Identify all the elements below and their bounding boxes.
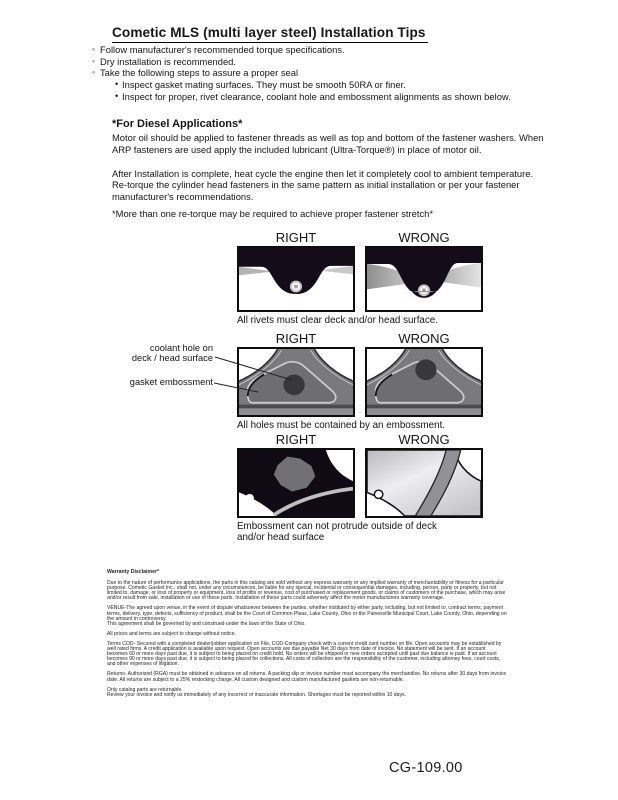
list-item — [92, 44, 562, 56]
legal-paragraph: This agreement shall be governed by and construed under the laws of the State of Ohio. — [107, 620, 306, 627]
legal-paragraph: Review your invoice and notify us immediately of any incorrect or inaccurate information. Shortages must be reported within 10 days. — [107, 691, 406, 698]
legal-paragraph: Terms COD- Secured with a completed dealer/jobber application on File, COD-Company check with a current credit card number on file. Open accounts may be established by well rated firms. A credit application is available upon request. Open accounts are due payable Net 30 days from date of invoice. No statement will be sent. If an account becomes 60 or more days past due, it is subject to being placed on credit hold. No orders will be shipped or new orders accepted until past due balance is paid. If an account becomes 90 or more days past due, it is subject to being placed for collections. All costs of collection are the responsibility of the customer, including attorney fees, court costs, and other expenses of litigation. — [107, 640, 502, 668]
page-title: Cometic MLS (multi layer steel) Installation Tips — [112, 25, 428, 43]
bullet-icon: ◦ — [92, 44, 96, 54]
hole-wrong-drawing — [367, 349, 481, 415]
rivet-right-drawing — [239, 248, 353, 310]
list-item — [92, 91, 562, 103]
legal-paragraph: Due to the nature of performance applications, the parts in this catalog are sold without any express warranty or any implied warranty of merchantability or fitness for a particular purpose. Cometic Gasket Inc., shall not, under any circumstances, be liable for any special, incidental or consequential damages, including, person, party or property, but not limited to, damage, or loss of property or equipment, loss of profits or revenue, cost of purchased or replacement goods, or claims of customers of the purchase, which may arise and/or result from sale, installation or use of these parts. Installation of these parts could adversely affect the motor manufacturers warranty coverage. — [107, 580, 506, 602]
rivet-right-diagram — [237, 246, 355, 312]
right-label: RIGHT — [275, 331, 317, 346]
wrong-label: WRONG — [398, 230, 450, 245]
list-item-text: Dry installation is recommended. — [100, 55, 236, 67]
paragraph: Motor oil should be applied to fastener threads as well as top and bottom of the fastener washers. When ARP fasteners are used apply the included lubricant (Ultra-Torque®) in place of motor oil. — [112, 132, 544, 155]
figure-rivet-clearance — [237, 231, 483, 327]
protrusion-wrong-diagram — [365, 448, 483, 518]
callout-text: deck / head surface — [131, 352, 213, 363]
list-item — [92, 56, 562, 68]
bullet-icon: ◦ — [92, 55, 96, 66]
list-item-text: Inspect for proper, rivet clearance, coolant hole and embossment alignments as shown below. — [122, 90, 511, 102]
warranty-disclaimer-heading: Warranty Disclaimer* — [107, 569, 159, 575]
gasket-embossment-callout — [105, 378, 213, 388]
legal-paragraph: All prices and terms are subject to change without notice. — [107, 630, 236, 637]
legal-paragraph: Only catalog parts are returnable. — [107, 686, 183, 693]
rivet-wrong-diagram — [365, 246, 483, 312]
legal-section — [107, 570, 507, 703]
protrusion-wrong-drawing — [367, 450, 481, 516]
protrusion-right-diagram — [237, 448, 355, 518]
list-item-text: Follow manufacturer's recommended torque specifications. — [100, 44, 345, 55]
bullet-icon: ◦ — [92, 67, 96, 78]
hole-right-drawing — [239, 349, 353, 415]
installation-tips-list — [92, 44, 562, 103]
rivet-wrong-drawing — [367, 248, 481, 310]
wrong-label: WRONG — [398, 331, 450, 346]
figure-embossment-protrusion — [237, 433, 483, 543]
section-heading: *For Diesel Applications* — [112, 118, 243, 130]
retorque-note: *More than one re-torque may be required to achieve proper fastener stretch* — [112, 207, 434, 219]
callout-text: gasket embossment — [129, 377, 213, 387]
hole-wrong-diagram — [365, 347, 483, 417]
right-label: RIGHT — [275, 230, 317, 245]
hole-right-diagram — [237, 347, 355, 417]
page-number: CG-109.00 — [389, 760, 463, 776]
right-label: RIGHT — [275, 432, 317, 447]
diesel-applications-section — [112, 118, 548, 220]
figure-hole-embossment — [237, 332, 483, 432]
callout-text: coolant hole on — [149, 343, 213, 353]
figure-caption: Embossment can not protrude outside of deck and/or head surface — [237, 521, 437, 543]
figure-caption: All holes must be contained by an embossment. — [237, 420, 446, 431]
protrusion-right-drawing — [239, 450, 353, 516]
paragraph: After Installation is complete, heat cycle the engine then let it completely cool to ambient temperature. Re-torque the cylinder head fasteners in the same pattern as initial installation or per your fastener manufacturer's recommendations. — [112, 167, 534, 203]
legal-paragraph: Returns- Authorized (RGA) must be obtained in advance on all returns. A packing slip or invoice number must accompany the merchandise. No returns after 30 days from invoice date. All returns are subject to a 25% restocking charge. All custom designed and custom manufactured gaskets are non-returnable. — [107, 671, 507, 683]
list-item — [92, 79, 562, 91]
legal-paragraph: VENUE-The agreed upon venue, in the event of dispute whatsoever between the parties, whether instituted by either party, including, but not limited to, contract terms, payment terms, delivery, type, defects, sufficiency of product, shall be the Court of Common Pleas, Lake County, Ohio or the Painesville Municipal Court, Lake County, Ohio, depending on the amount in controversy. — [107, 605, 507, 622]
wrong-label: WRONG — [398, 432, 450, 447]
list-item-text: Take the following steps to assure a proper seal — [100, 67, 299, 79]
figure-caption: All rivets must clear deck and/or head surface. — [237, 315, 438, 326]
coolant-hole-callout — [105, 344, 213, 364]
sub-bullet-icon: • — [115, 79, 119, 90]
list-item-text: Inspect gasket mating surfaces. They must be smooth 50RA or finer. — [122, 79, 406, 91]
sub-bullet-icon: • — [115, 90, 119, 101]
list-item — [92, 67, 562, 79]
